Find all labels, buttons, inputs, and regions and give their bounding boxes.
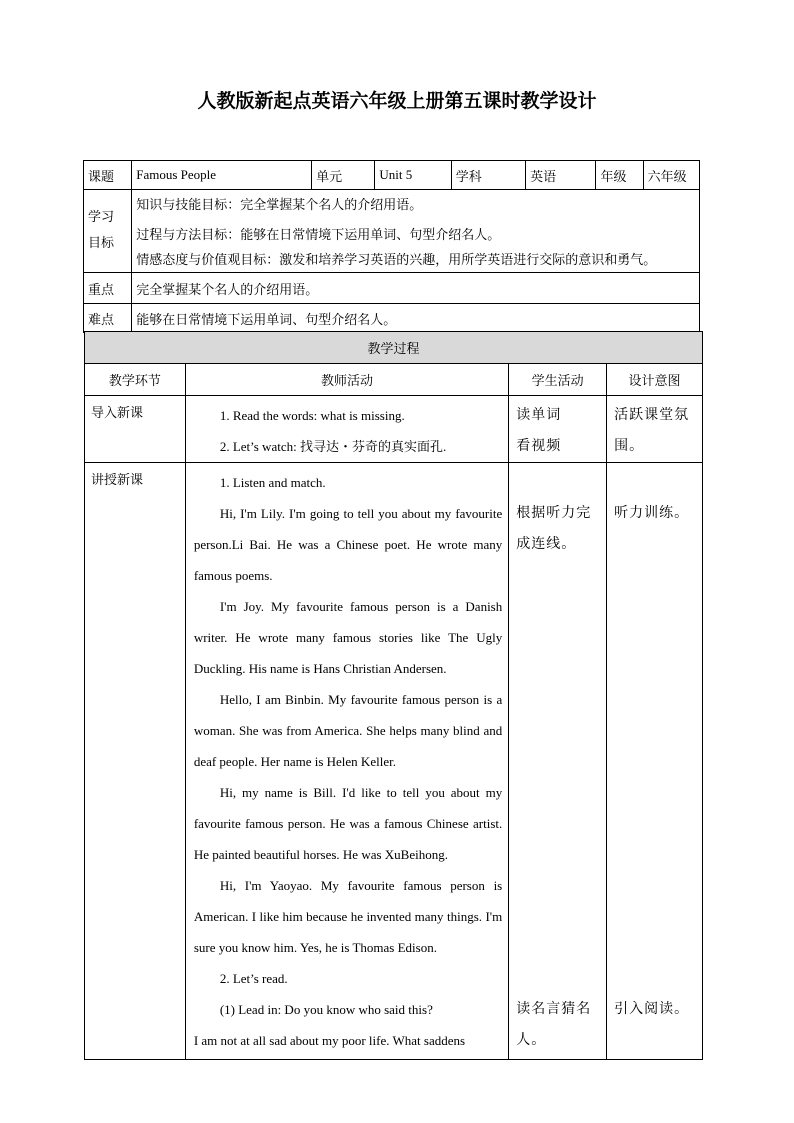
purpose-new-lesson [607, 463, 703, 1060]
teacher-intro [185, 396, 508, 463]
difficulty-row [84, 304, 700, 333]
teacher-intro-step-1: 1. Read the words: what is missing. [219, 408, 405, 423]
teacher-lets-read: 2. Let’s read. [219, 971, 288, 986]
student-intro-1: 读单词 [516, 407, 562, 423]
unit-value: Unit 5 [375, 161, 451, 190]
goals-label-line-2: 目标 [88, 236, 115, 251]
difficulty-label: 难点 [84, 304, 132, 333]
student-intro [509, 396, 607, 463]
student-new-lesson [509, 463, 607, 1060]
page-title: 人教版新起点英语六年级上册第五课时教学设计 [197, 90, 597, 112]
student-read-activity: 读名言猜名人。 [516, 1001, 592, 1048]
topic-row [84, 161, 700, 190]
teacher-binbin-paragraph: Hello, I am Binbin. My favourite famous person is a woman. She was from America. She helps many blind and deaf people. Her name is Helen Keller. [193, 692, 503, 769]
key-label: 重点 [84, 273, 132, 304]
teacher-joy-paragraph: I'm Joy. My favourite famous person is a Danish writer. He wrote many famous stories like The Ugly Duckling. His name is Hans Christian Andersen. [193, 599, 503, 676]
teacher-listen-match: 1. Listen and match. [219, 475, 326, 490]
teacher-lily-paragraph: Hi, I'm Lily. I'm going to tell you about my favourite person.Li Bai. He was a Chinese poet. He wrote many famous poems. [193, 506, 503, 583]
process-header: 教学过程 [85, 332, 703, 364]
teacher-intro-step-2: 2. Let’s watch: 找寻达・芬奇的真实面孔. [219, 439, 447, 454]
process-header-row [85, 332, 703, 364]
subject-value: 英语 [526, 161, 596, 190]
goals-value [132, 190, 700, 273]
lesson-info-table [83, 160, 700, 333]
key-value: 完全掌握某个名人的介绍用语。 [132, 273, 700, 304]
stage-new-lesson: 讲授新课 [85, 463, 186, 1060]
student-listen-activity: 根据听力完成连线。 [516, 505, 592, 552]
intro-row [85, 396, 703, 463]
goal-process: 过程与方法目标：能够在日常情境下运用单词、句型介绍名人。 [136, 228, 501, 243]
goals-label-line-1: 学习 [88, 210, 115, 225]
column-header-row [85, 364, 703, 396]
purpose-listening: 听力训练。 [614, 505, 690, 521]
unit-label: 单元 [312, 161, 375, 190]
teaching-process-table [84, 331, 703, 1060]
purpose-intro: 活跃课堂氛围。 [607, 396, 703, 463]
stage-intro: 导入新课 [85, 396, 186, 463]
key-row [84, 273, 700, 304]
teacher-new-lesson [185, 463, 508, 1060]
goals-label [84, 190, 132, 273]
teacher-lead-in: (1) Lead in: Do you know who said this? [219, 1002, 433, 1017]
new-lesson-row [85, 463, 703, 1060]
column-teacher: 教师活动 [185, 364, 508, 396]
column-stage: 教学环节 [85, 364, 186, 396]
grade-value: 六年级 [643, 161, 699, 190]
goals-row [84, 190, 700, 273]
purpose-reading: 引入阅读。 [614, 1001, 690, 1017]
goal-attitude: 情感态度与价值观目标：激发和培养学习英语的兴趣，用所学英语进行交际的意识和勇气。 [136, 253, 657, 268]
topic-label: 课题 [84, 161, 132, 190]
column-student: 学生活动 [509, 364, 607, 396]
teacher-yaoyao-paragraph: Hi, I'm Yaoyao. My favourite famous person is American. I like him because he invented many things. I'm sure you know him. Yes, he is Thomas Edison. [193, 878, 503, 955]
goal-knowledge: 知识与技能目标：完全掌握某个名人的介绍用语。 [136, 198, 423, 213]
topic-value: Famous People [132, 161, 312, 190]
teacher-bill-paragraph: Hi, my name is Bill. I'd like to tell you about my favourite famous person. He was a famous Chinese artist. He painted beautiful horses. He was XuBeihong. [193, 785, 503, 862]
teacher-quote-start: I am not at all sad about my poor life. What saddens [193, 1033, 466, 1048]
student-intro-2: 看视频 [516, 438, 562, 454]
column-purpose: 设计意图 [607, 364, 703, 396]
grade-label: 年级 [596, 161, 643, 190]
subject-label: 学科 [451, 161, 525, 190]
difficulty-value: 能够在日常情境下运用单词、句型介绍名人。 [132, 304, 700, 333]
